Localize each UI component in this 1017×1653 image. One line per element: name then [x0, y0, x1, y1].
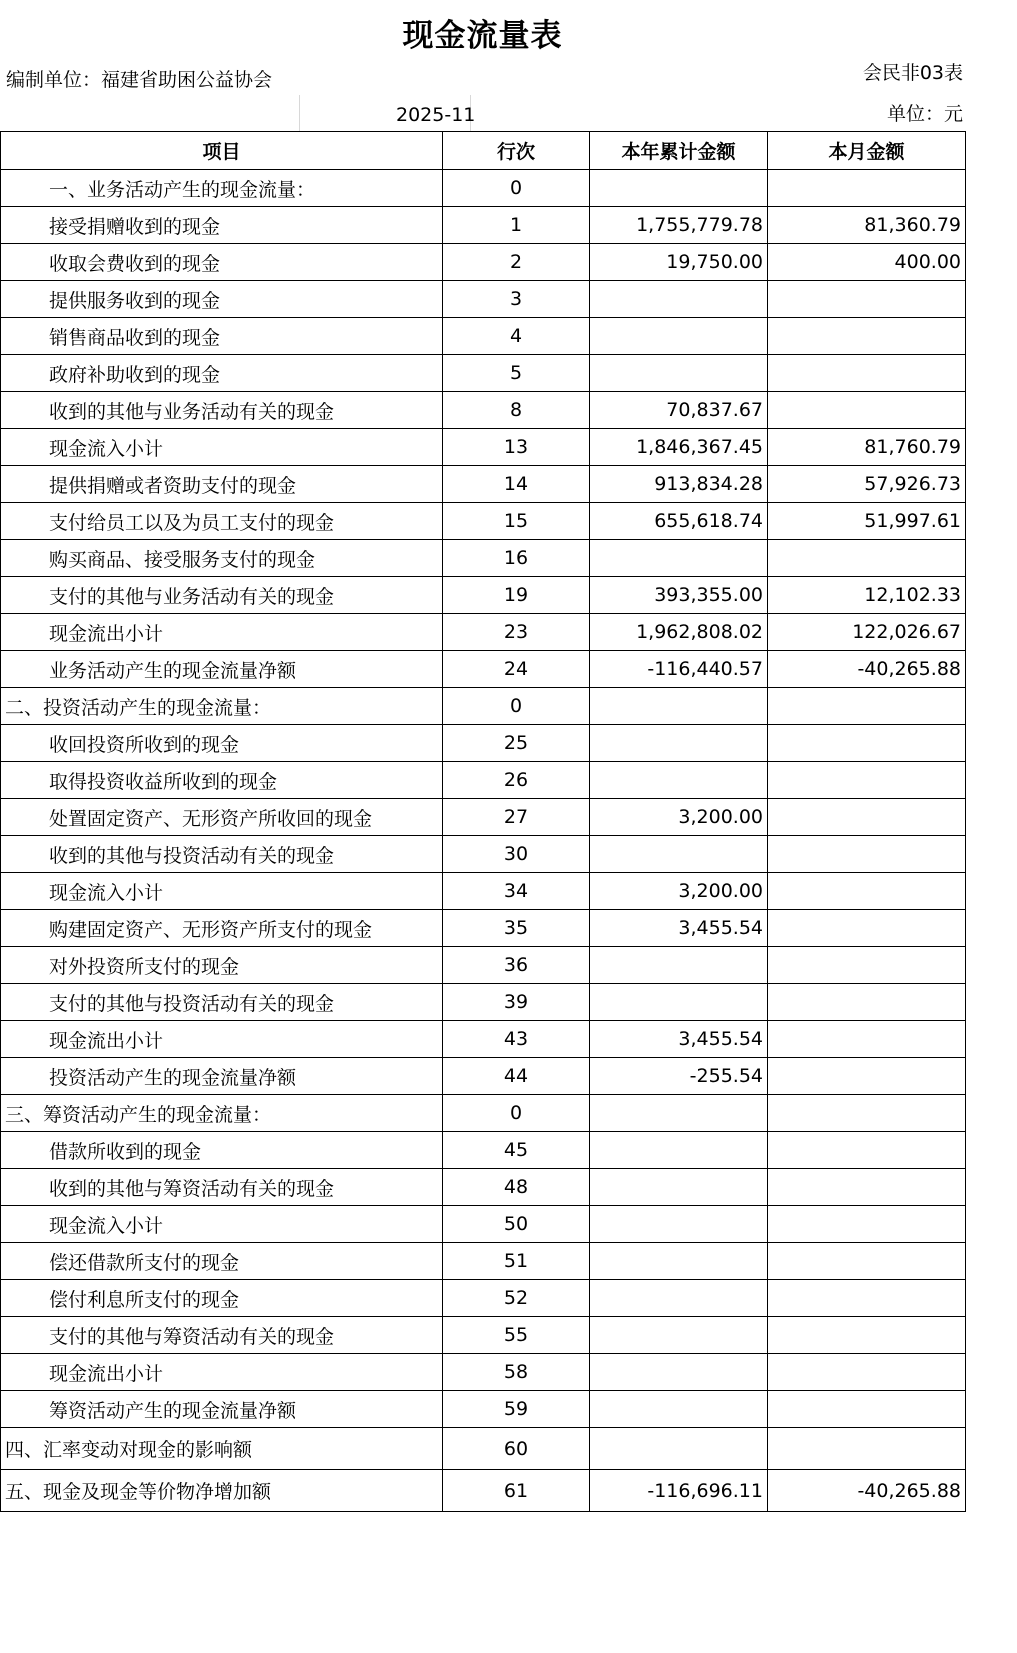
currency-unit: 单位：元 [886, 103, 963, 125]
row-line-number: 3 [443, 281, 590, 318]
row-item-label: 五、现金及现金等价物净增加额 [1, 1470, 443, 1512]
row-month-amount [768, 1095, 966, 1132]
row-item-label: 接受捐赠收到的现金 [1, 207, 443, 244]
row-item-label: 支付的其他与筹资活动有关的现金 [1, 1317, 443, 1354]
table-row [1, 614, 966, 651]
row-ytd-amount [590, 1243, 768, 1280]
row-ytd-amount [590, 318, 768, 355]
table-row [1, 1206, 966, 1243]
row-line-number: 34 [443, 873, 590, 910]
row-ytd-amount [590, 281, 768, 318]
column-header-month: 本月金额 [768, 132, 966, 170]
row-line-number: 48 [443, 1169, 590, 1206]
row-item-label: 销售商品收到的现金 [1, 318, 443, 355]
row-line-number: 16 [443, 540, 590, 577]
row-line-number: 14 [443, 466, 590, 503]
row-item-label: 四、汇率变动对现金的影响额 [1, 1428, 443, 1470]
row-line-number: 60 [443, 1428, 590, 1470]
row-line-number: 59 [443, 1391, 590, 1428]
table-header-row [1, 132, 966, 170]
row-item-label: 偿付利息所支付的现金 [1, 1280, 443, 1317]
row-line-number: 1 [443, 207, 590, 244]
row-month-amount [768, 1206, 966, 1243]
row-ytd-amount: -116,696.11 [590, 1470, 768, 1512]
row-line-number: 39 [443, 984, 590, 1021]
row-month-amount [768, 1243, 966, 1280]
report-title: 现金流量表 [402, 18, 563, 54]
row-item-label: 支付的其他与业务活动有关的现金 [1, 577, 443, 614]
row-ytd-amount: 70,837.67 [590, 392, 768, 429]
row-month-amount [768, 1428, 966, 1470]
row-item-label: 收到的其他与投资活动有关的现金 [1, 836, 443, 873]
row-line-number: 44 [443, 1058, 590, 1095]
table-row [1, 318, 966, 355]
table-row [1, 1391, 966, 1428]
report-period: 2025-11 [396, 104, 476, 126]
cash-flow-table [0, 131, 966, 1512]
row-month-amount: 81,360.79 [768, 207, 966, 244]
form-number: 会民非03表 [862, 62, 963, 84]
row-line-number: 30 [443, 836, 590, 873]
row-month-amount: 122,026.67 [768, 614, 966, 651]
row-month-amount [768, 1021, 966, 1058]
row-ytd-amount [590, 355, 768, 392]
row-ytd-amount [590, 1354, 768, 1391]
table-row [1, 281, 966, 318]
table-row [1, 762, 966, 799]
table-row [1, 1317, 966, 1354]
row-item-label: 收到的其他与筹资活动有关的现金 [1, 1169, 443, 1206]
row-item-label: 筹资活动产生的现金流量净额 [1, 1391, 443, 1428]
table-row [1, 503, 966, 540]
row-ytd-amount [590, 688, 768, 725]
row-ytd-amount: 3,455.54 [590, 910, 768, 947]
row-month-amount [768, 725, 966, 762]
row-line-number: 15 [443, 503, 590, 540]
row-ytd-amount [590, 725, 768, 762]
row-line-number: 0 [443, 1095, 590, 1132]
row-line-number: 55 [443, 1317, 590, 1354]
row-item-label: 业务活动产生的现金流量净额 [1, 651, 443, 688]
row-ytd-amount [590, 1132, 768, 1169]
row-ytd-amount: 655,618.74 [590, 503, 768, 540]
row-item-label: 提供捐赠或者资助支付的现金 [1, 466, 443, 503]
row-item-label: 二、投资活动产生的现金流量： [1, 688, 443, 725]
row-ytd-amount: 1,846,367.45 [590, 429, 768, 466]
row-ytd-amount: 3,455.54 [590, 1021, 768, 1058]
row-line-number: 51 [443, 1243, 590, 1280]
table-row [1, 1280, 966, 1317]
row-line-number: 43 [443, 1021, 590, 1058]
table-row [1, 688, 966, 725]
row-ytd-amount [590, 947, 768, 984]
table-row [1, 392, 966, 429]
row-month-amount [768, 281, 966, 318]
row-ytd-amount [590, 540, 768, 577]
row-item-label: 提供服务收到的现金 [1, 281, 443, 318]
reporting-organization: 编制单位：福建省助困公益协会 [6, 69, 273, 91]
column-header-line: 行次 [443, 132, 590, 170]
row-item-label: 现金流入小计 [1, 429, 443, 466]
row-ytd-amount [590, 1206, 768, 1243]
table-row [1, 947, 966, 984]
row-item-label: 收取会费收到的现金 [1, 244, 443, 281]
row-month-amount [768, 1132, 966, 1169]
column-header-ytd: 本年累计金额 [590, 132, 768, 170]
row-item-label: 收回投资所收到的现金 [1, 725, 443, 762]
row-line-number: 0 [443, 170, 590, 207]
row-item-label: 购建固定资产、无形资产所支付的现金 [1, 910, 443, 947]
row-item-label: 收到的其他与业务活动有关的现金 [1, 392, 443, 429]
row-line-number: 2 [443, 244, 590, 281]
row-item-label: 现金流出小计 [1, 614, 443, 651]
row-line-number: 61 [443, 1470, 590, 1512]
table-row [1, 244, 966, 281]
row-ytd-amount: 1,962,808.02 [590, 614, 768, 651]
row-ytd-amount: 393,355.00 [590, 577, 768, 614]
row-month-amount [768, 984, 966, 1021]
row-month-amount [768, 762, 966, 799]
row-month-amount: 57,926.73 [768, 466, 966, 503]
row-month-amount [768, 1391, 966, 1428]
table-row [1, 429, 966, 466]
table-row [1, 540, 966, 577]
table-row [1, 577, 966, 614]
row-line-number: 4 [443, 318, 590, 355]
column-header-item: 项目 [1, 132, 443, 170]
row-line-number: 13 [443, 429, 590, 466]
row-ytd-amount [590, 762, 768, 799]
table-row [1, 1132, 966, 1169]
row-month-amount [768, 799, 966, 836]
row-item-label: 支付的其他与投资活动有关的现金 [1, 984, 443, 1021]
row-line-number: 0 [443, 688, 590, 725]
row-month-amount [768, 1169, 966, 1206]
row-item-label: 政府补助收到的现金 [1, 355, 443, 392]
table-row [1, 1243, 966, 1280]
table-row [1, 1058, 966, 1095]
row-month-amount [768, 873, 966, 910]
row-item-label: 对外投资所支付的现金 [1, 947, 443, 984]
row-item-label: 一、业务活动产生的现金流量： [1, 170, 443, 207]
table-row [1, 1470, 966, 1512]
row-line-number: 27 [443, 799, 590, 836]
row-ytd-amount: -255.54 [590, 1058, 768, 1095]
row-month-amount [768, 1280, 966, 1317]
row-month-amount [768, 910, 966, 947]
row-item-label: 借款所收到的现金 [1, 1132, 443, 1169]
row-ytd-amount: 19,750.00 [590, 244, 768, 281]
row-month-amount [768, 836, 966, 873]
table-row [1, 207, 966, 244]
table-row [1, 170, 966, 207]
table-row [1, 355, 966, 392]
row-month-amount [768, 947, 966, 984]
row-month-amount: -40,265.88 [768, 1470, 966, 1512]
row-ytd-amount [590, 836, 768, 873]
row-month-amount: 12,102.33 [768, 577, 966, 614]
row-month-amount [768, 1317, 966, 1354]
row-item-label: 现金流出小计 [1, 1021, 443, 1058]
table-row [1, 1428, 966, 1470]
row-item-label: 取得投资收益所收到的现金 [1, 762, 443, 799]
row-ytd-amount [590, 1428, 768, 1470]
row-ytd-amount: 1,755,779.78 [590, 207, 768, 244]
row-month-amount [768, 688, 966, 725]
table-body [1, 170, 966, 1512]
table-row [1, 836, 966, 873]
table-row [1, 1021, 966, 1058]
table-row [1, 1169, 966, 1206]
row-line-number: 5 [443, 355, 590, 392]
row-ytd-amount: 3,200.00 [590, 799, 768, 836]
row-line-number: 25 [443, 725, 590, 762]
row-line-number: 35 [443, 910, 590, 947]
table-row [1, 799, 966, 836]
row-month-amount [768, 1354, 966, 1391]
row-month-amount: 51,997.61 [768, 503, 966, 540]
row-month-amount: 81,760.79 [768, 429, 966, 466]
row-line-number: 8 [443, 392, 590, 429]
row-line-number: 58 [443, 1354, 590, 1391]
row-line-number: 50 [443, 1206, 590, 1243]
row-ytd-amount [590, 1391, 768, 1428]
table-row [1, 984, 966, 1021]
row-ytd-amount [590, 1280, 768, 1317]
row-line-number: 23 [443, 614, 590, 651]
table-row [1, 725, 966, 762]
table-row [1, 651, 966, 688]
row-line-number: 36 [443, 947, 590, 984]
row-line-number: 19 [443, 577, 590, 614]
row-ytd-amount: 913,834.28 [590, 466, 768, 503]
row-item-label: 三、筹资活动产生的现金流量： [1, 1095, 443, 1132]
table-row [1, 910, 966, 947]
row-month-amount [768, 540, 966, 577]
row-item-label: 现金流入小计 [1, 873, 443, 910]
row-ytd-amount: -116,440.57 [590, 651, 768, 688]
row-item-label: 购买商品、接受服务支付的现金 [1, 540, 443, 577]
row-line-number: 24 [443, 651, 590, 688]
row-ytd-amount [590, 170, 768, 207]
row-month-amount [768, 318, 966, 355]
row-item-label: 处置固定资产、无形资产所收回的现金 [1, 799, 443, 836]
table-row [1, 1354, 966, 1391]
row-item-label: 现金流出小计 [1, 1354, 443, 1391]
row-ytd-amount [590, 1169, 768, 1206]
row-month-amount: -40,265.88 [768, 651, 966, 688]
row-ytd-amount [590, 984, 768, 1021]
row-month-amount [768, 1058, 966, 1095]
row-item-label: 偿还借款所支付的现金 [1, 1243, 443, 1280]
row-month-amount [768, 170, 966, 207]
row-ytd-amount [590, 1317, 768, 1354]
row-month-amount: 400.00 [768, 244, 966, 281]
table-row [1, 466, 966, 503]
row-ytd-amount: 3,200.00 [590, 873, 768, 910]
row-line-number: 45 [443, 1132, 590, 1169]
row-month-amount [768, 392, 966, 429]
row-item-label: 投资活动产生的现金流量净额 [1, 1058, 443, 1095]
table-row [1, 873, 966, 910]
table-row [1, 1095, 966, 1132]
row-item-label: 现金流入小计 [1, 1206, 443, 1243]
row-item-label: 支付给员工以及为员工支付的现金 [1, 503, 443, 540]
row-line-number: 26 [443, 762, 590, 799]
row-month-amount [768, 355, 966, 392]
row-ytd-amount [590, 1095, 768, 1132]
row-line-number: 52 [443, 1280, 590, 1317]
